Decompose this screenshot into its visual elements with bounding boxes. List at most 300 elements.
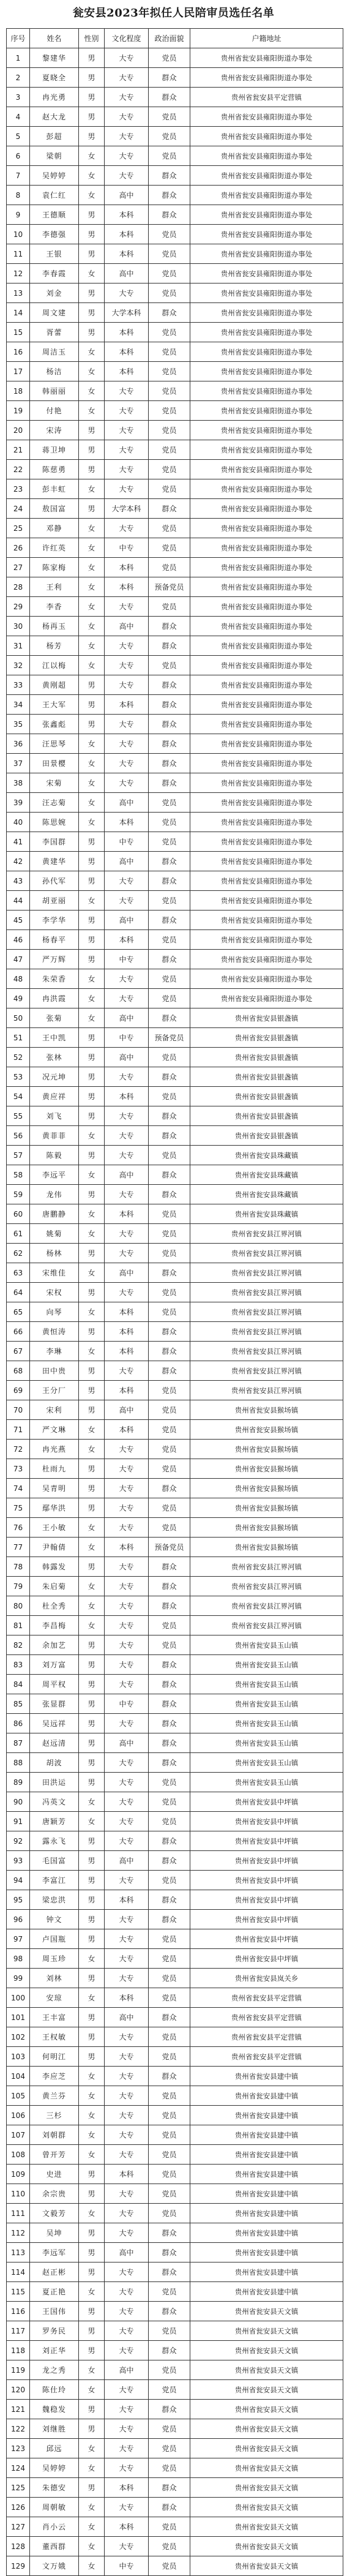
table-row	[7, 1596, 343, 1616]
cell-address: 贵州省瓮安县江界河镇	[190, 1381, 343, 1400]
cell-political-status: 党员	[149, 2380, 190, 2400]
cell-index: 117	[7, 2321, 30, 2341]
table-row	[7, 1400, 343, 1420]
cell-gender: 女	[79, 2125, 105, 2145]
cell-gender: 男	[79, 107, 105, 127]
cell-education: 大学本科	[105, 303, 149, 323]
table-body	[7, 48, 343, 2576]
cell-address: 贵州省瓮安县江界河镇	[190, 1616, 343, 1635]
cell-name: 宋权	[30, 1283, 79, 1302]
cell-political-status: 党员	[149, 1871, 190, 1890]
cell-index: 3	[7, 88, 30, 107]
table-row	[7, 1694, 343, 1714]
table-row	[7, 911, 343, 930]
table-row	[7, 597, 343, 617]
cell-political-status: 党员	[149, 479, 190, 499]
cell-address: 贵州省瓮安县建中镇	[190, 2067, 343, 2086]
cell-gender: 女	[79, 1342, 105, 1361]
cell-gender: 女	[79, 891, 105, 911]
cell-gender: 女	[79, 734, 105, 754]
cell-gender: 女	[79, 1440, 105, 1459]
cell-political-status: 党员	[149, 1400, 190, 1420]
cell-index: 10	[7, 225, 30, 244]
cell-gender: 男	[79, 1929, 105, 1949]
cell-address: 贵州省瓮安县玉山镇	[190, 1655, 343, 1675]
cell-political-status: 群众	[149, 617, 190, 636]
cell-name: 严万辉	[30, 950, 79, 969]
cell-gender: 女	[79, 2458, 105, 2478]
cell-political-status: 群众	[149, 773, 190, 793]
cell-name: 黄菲菲	[30, 1126, 79, 1146]
cell-name: 宋涛	[30, 421, 79, 440]
cell-address: 贵州省瓮安县雍阳街道办事处	[190, 969, 343, 989]
cell-name: 黎建华	[30, 48, 79, 68]
cell-index: 81	[7, 1616, 30, 1635]
cell-name: 黄兰芬	[30, 2086, 79, 2106]
cell-name: 胥蕾	[30, 323, 79, 342]
cell-political-status: 党员	[149, 381, 190, 401]
cell-address: 贵州省瓮安县玉山镇	[190, 1773, 343, 1792]
cell-name: 黄刚超	[30, 675, 79, 695]
cell-gender: 女	[79, 577, 105, 597]
cell-political-status: 群众	[149, 754, 190, 773]
cell-name: 杜全秀	[30, 1596, 79, 1616]
cell-political-status: 群众	[149, 1890, 190, 1910]
table-row	[7, 401, 343, 421]
cell-address: 贵州省瓮安县江界河镇	[190, 1283, 343, 1302]
cell-gender: 女	[79, 1988, 105, 2008]
cell-political-status: 党员	[149, 284, 190, 303]
cell-name: 鄢华洪	[30, 1498, 79, 1518]
cell-education: 高中	[105, 2008, 149, 2027]
cell-address: 贵州省瓮安县雍阳街道办事处	[190, 479, 343, 499]
cell-index: 99	[7, 1969, 30, 1988]
cell-index: 32	[7, 656, 30, 675]
cell-political-status: 群众	[149, 1008, 190, 1028]
cell-education: 高中	[105, 911, 149, 930]
cell-address: 贵州省瓮安县猴场镇	[190, 1498, 343, 1518]
cell-address: 贵州省瓮安县雍阳街道办事处	[190, 440, 343, 460]
table-row	[7, 1518, 343, 1538]
cell-index: 9	[7, 205, 30, 225]
cell-address: 贵州省瓮安县玉山镇	[190, 1753, 343, 1773]
cell-education: 大专	[105, 1106, 149, 1126]
cell-education: 高中	[105, 1008, 149, 1028]
cell-index: 53	[7, 1067, 30, 1087]
cell-gender: 女	[79, 362, 105, 381]
cell-name: 陈家梅	[30, 558, 79, 577]
cell-index: 16	[7, 342, 30, 362]
table-row	[7, 1851, 343, 1871]
cell-gender: 男	[79, 1185, 105, 1204]
cell-name: 宋利	[30, 1400, 79, 1420]
cell-name: 黄建华	[30, 852, 79, 871]
cell-index: 118	[7, 2341, 30, 2360]
cell-address: 贵州省瓮安县雍阳街道办事处	[190, 48, 343, 68]
cell-address: 贵州省瓮安县雍阳街道办事处	[190, 871, 343, 891]
cell-gender: 男	[79, 1106, 105, 1126]
header-gender: 性别	[79, 29, 105, 48]
cell-education: 本科	[105, 1381, 149, 1400]
cell-education: 大专	[105, 2047, 149, 2067]
cell-education: 大专	[105, 2400, 149, 2419]
cell-political-status: 党员	[149, 1204, 190, 1224]
cell-education: 大专	[105, 2184, 149, 2204]
cell-political-status: 预备党员	[149, 1538, 190, 1557]
cell-gender: 女	[79, 1577, 105, 1596]
header-political-status: 政治面貌	[149, 29, 190, 48]
cell-index: 55	[7, 1106, 30, 1126]
cell-address: 贵州省瓮安县平定营镇	[190, 2027, 343, 2047]
cell-address: 贵州省瓮安县玉山镇	[190, 1733, 343, 1753]
cell-address: 贵州省瓮安县天文镇	[190, 2341, 343, 2360]
cell-index: 6	[7, 146, 30, 166]
cell-gender: 男	[79, 1831, 105, 1851]
cell-name: 冯英文	[30, 1792, 79, 1812]
table-row	[7, 1440, 343, 1459]
table-row	[7, 1890, 343, 1910]
cell-address: 贵州省瓮安县天文镇	[190, 2419, 343, 2439]
table-row	[7, 166, 343, 186]
cell-gender: 男	[79, 2400, 105, 2419]
cell-address: 贵州省瓮安县平定营镇	[190, 88, 343, 107]
cell-education: 大专	[105, 2341, 149, 2360]
cell-gender: 女	[79, 1538, 105, 1557]
cell-gender: 男	[79, 852, 105, 871]
cell-political-status: 党员	[149, 1146, 190, 1165]
cell-index: 90	[7, 1792, 30, 1812]
cell-political-status: 群众	[149, 2302, 190, 2321]
cell-name: 赵正彬	[30, 2262, 79, 2282]
cell-political-status: 党员	[149, 1440, 190, 1459]
cell-political-status: 党员	[149, 558, 190, 577]
cell-name: 李远平	[30, 1165, 79, 1185]
cell-political-status: 群众	[149, 852, 190, 871]
cell-political-status: 群众	[149, 2067, 190, 2086]
cell-gender: 男	[79, 1479, 105, 1498]
table-row	[7, 1753, 343, 1773]
cell-name: 朱荣香	[30, 969, 79, 989]
cell-political-status: 党员	[149, 225, 190, 244]
cell-political-status: 党员	[149, 2282, 190, 2302]
cell-address: 贵州省瓮安县江界河镇	[190, 1224, 343, 1244]
cell-gender: 女	[79, 2517, 105, 2537]
table-row	[7, 499, 343, 519]
cell-name: 何明江	[30, 2047, 79, 2067]
cell-name: 安琼	[30, 1988, 79, 2008]
cell-index: 103	[7, 2047, 30, 2067]
cell-gender: 女	[79, 1263, 105, 1283]
cell-address: 贵州省瓮安县天文镇	[190, 2302, 343, 2321]
table-row	[7, 1420, 343, 1440]
cell-index: 100	[7, 1988, 30, 2008]
cell-political-status: 群众	[149, 675, 190, 695]
cell-address: 贵州省瓮安县雍阳街道办事处	[190, 127, 343, 146]
cell-political-status: 群众	[149, 2478, 190, 2498]
cell-political-status: 党员	[149, 1048, 190, 1067]
cell-political-status: 党员	[149, 793, 190, 813]
cell-address: 贵州省瓮安县中坪镇	[190, 1792, 343, 1812]
cell-index: 109	[7, 2165, 30, 2184]
cell-political-status: 群众	[149, 2400, 190, 2419]
cell-address: 贵州省瓮安县平定营镇	[190, 2047, 343, 2067]
cell-name: 刘正华	[30, 2341, 79, 2360]
cell-education: 本科	[105, 813, 149, 832]
cell-name: 周平权	[30, 1675, 79, 1694]
cell-index: 45	[7, 911, 30, 930]
cell-education: 大专	[105, 734, 149, 754]
cell-political-status: 群众	[149, 186, 190, 205]
table-row	[7, 146, 343, 166]
cell-name: 李德强	[30, 225, 79, 244]
cell-name: 龙伟	[30, 1185, 79, 1204]
cell-name: 梁忠洪	[30, 1890, 79, 1910]
cell-name: 杨洁	[30, 362, 79, 381]
cell-political-status: 群众	[149, 1733, 190, 1753]
cell-name: 周文建	[30, 303, 79, 323]
cell-address: 贵州省瓮安县中坪镇	[190, 1851, 343, 1871]
cell-address: 贵州省瓮安县天文镇	[190, 2360, 343, 2380]
cell-gender: 男	[79, 1400, 105, 1420]
cell-index: 88	[7, 1753, 30, 1773]
cell-address: 贵州省瓮安县雍阳街道办事处	[190, 244, 343, 264]
table-row	[7, 930, 343, 950]
cell-name: 文万娥	[30, 2556, 79, 2576]
cell-gender: 男	[79, 205, 105, 225]
cell-political-status: 党员	[149, 48, 190, 68]
cell-address: 贵州省瓮安县雍阳街道办事处	[190, 675, 343, 695]
cell-name: 姚菊	[30, 1224, 79, 1244]
cell-education: 大专	[105, 68, 149, 88]
cell-education: 大专	[105, 88, 149, 107]
cell-name: 周玉珍	[30, 1949, 79, 1969]
cell-address: 贵州省瓮安县雍阳街道办事处	[190, 597, 343, 617]
cell-political-status: 党员	[149, 656, 190, 675]
cell-education: 大专	[105, 1871, 149, 1890]
cell-political-status: 党员	[149, 460, 190, 479]
cell-gender: 男	[79, 950, 105, 969]
cell-political-status: 党员	[149, 2184, 190, 2204]
header-address: 户籍地址	[190, 29, 343, 48]
cell-index: 62	[7, 1244, 30, 1263]
cell-education: 大专	[105, 1655, 149, 1675]
cell-index: 71	[7, 1420, 30, 1440]
cell-index: 37	[7, 754, 30, 773]
cell-index: 128	[7, 2537, 30, 2556]
table-row	[7, 1557, 343, 1577]
table-row	[7, 1988, 343, 2008]
cell-gender: 女	[79, 1008, 105, 1028]
cell-education: 中专	[105, 1028, 149, 1048]
cell-name: 汪志菊	[30, 793, 79, 813]
cell-education: 本科	[105, 1322, 149, 1342]
table-row	[7, 2067, 343, 2086]
cell-address: 贵州省瓮安县雍阳街道办事处	[190, 401, 343, 421]
cell-address: 贵州省瓮安县银盏镇	[190, 1067, 343, 1087]
table-row	[7, 1322, 343, 1342]
table-row	[7, 1381, 343, 1400]
cell-gender: 女	[79, 2360, 105, 2380]
cell-political-status: 群众	[149, 950, 190, 969]
cell-education: 高中	[105, 2243, 149, 2262]
cell-name: 李香	[30, 597, 79, 617]
table-row	[7, 2027, 343, 2047]
cell-gender: 女	[79, 538, 105, 558]
cell-index: 17	[7, 362, 30, 381]
cell-education: 大专	[105, 146, 149, 166]
cell-education: 大专	[105, 1792, 149, 1812]
cell-index: 49	[7, 989, 30, 1008]
cell-name: 冉光勇	[30, 88, 79, 107]
table-row	[7, 1675, 343, 1694]
cell-address: 贵州省瓮安县江界河镇	[190, 1557, 343, 1577]
cell-name: 王德顺	[30, 205, 79, 225]
cell-political-status: 群众	[149, 1596, 190, 1616]
cell-education: 大专	[105, 715, 149, 734]
cell-education: 本科	[105, 225, 149, 244]
cell-name: 王中凯	[30, 1028, 79, 1048]
cell-political-status: 群众	[149, 303, 190, 323]
cell-address: 贵州省瓮安县雍阳街道办事处	[190, 225, 343, 244]
cell-education: 大专	[105, 440, 149, 460]
cell-name: 毛国富	[30, 1851, 79, 1871]
cell-education: 大专	[105, 1459, 149, 1479]
cell-index: 44	[7, 891, 30, 911]
cell-name: 周朝敏	[30, 2498, 79, 2517]
cell-index: 40	[7, 813, 30, 832]
cell-gender: 女	[79, 1224, 105, 1244]
cell-name: 李远军	[30, 2243, 79, 2262]
cell-political-status: 党员	[149, 1929, 190, 1949]
cell-index: 69	[7, 1381, 30, 1400]
cell-political-status: 群众	[149, 1185, 190, 1204]
table-row	[7, 2184, 343, 2204]
table-row	[7, 1146, 343, 1165]
cell-address: 贵州省瓮安县雍阳街道办事处	[190, 499, 343, 519]
cell-gender: 女	[79, 166, 105, 186]
table-row	[7, 793, 343, 813]
cell-education: 大专	[105, 1969, 149, 1988]
cell-index: 76	[7, 1518, 30, 1538]
table-row	[7, 538, 343, 558]
cell-political-status: 群众	[149, 715, 190, 734]
table-row	[7, 68, 343, 88]
cell-gender: 女	[79, 793, 105, 813]
table-row	[7, 1812, 343, 1831]
cell-education: 本科	[105, 362, 149, 381]
cell-index: 27	[7, 558, 30, 577]
cell-index: 78	[7, 1557, 30, 1577]
cell-name: 文毅芳	[30, 2204, 79, 2223]
cell-name: 严文琳	[30, 1420, 79, 1440]
cell-gender: 女	[79, 1204, 105, 1224]
cell-address: 贵州省瓮安县江界河镇	[190, 1577, 343, 1596]
cell-gender: 女	[79, 1812, 105, 1831]
cell-political-status: 群众	[149, 1106, 190, 1126]
table-row	[7, 1126, 343, 1146]
cell-gender: 男	[79, 1733, 105, 1753]
cell-gender: 男	[79, 225, 105, 244]
cell-political-status: 群众	[149, 695, 190, 715]
cell-index: 110	[7, 2184, 30, 2204]
table-row	[7, 2165, 343, 2184]
cell-index: 108	[7, 2145, 30, 2165]
table-row	[7, 1635, 343, 1655]
table-row	[7, 1244, 343, 1263]
cell-address: 贵州省瓮安县雍阳街道办事处	[190, 284, 343, 303]
cell-political-status: 党员	[149, 323, 190, 342]
cell-education: 大专	[105, 2380, 149, 2400]
cell-name: 刘金	[30, 284, 79, 303]
table-row	[7, 636, 343, 656]
cell-name: 宋维佳	[30, 1263, 79, 1283]
table-row	[7, 2243, 343, 2262]
cell-address: 贵州省瓮安县江界河镇	[190, 1596, 343, 1616]
table-row	[7, 1204, 343, 1224]
cell-political-status: 群众	[149, 2498, 190, 2517]
cell-education: 大专	[105, 1557, 149, 1577]
cell-index: 89	[7, 1773, 30, 1792]
cell-political-status: 群众	[149, 1675, 190, 1694]
cell-political-status: 党员	[149, 1224, 190, 1244]
cell-education: 大专	[105, 891, 149, 911]
table-row	[7, 1929, 343, 1949]
cell-gender: 男	[79, 440, 105, 460]
cell-education: 大专	[105, 1479, 149, 1498]
cell-address: 贵州省瓮安县玉山镇	[190, 1714, 343, 1733]
table-row	[7, 1224, 343, 1244]
cell-address: 贵州省瓮安县雍阳街道办事处	[190, 381, 343, 401]
cell-index: 30	[7, 617, 30, 636]
cell-index: 35	[7, 715, 30, 734]
cell-index: 129	[7, 2556, 30, 2576]
cell-address: 贵州省瓮安县雍阳街道办事处	[190, 793, 343, 813]
cell-address: 贵州省瓮安县雍阳街道办事处	[190, 107, 343, 127]
cell-name: 杨春平	[30, 930, 79, 950]
cell-gender: 女	[79, 342, 105, 362]
cell-index: 96	[7, 1910, 30, 1929]
cell-political-status: 党员	[149, 2458, 190, 2478]
cell-education: 大专	[105, 1577, 149, 1596]
header-index: 序号	[7, 29, 30, 48]
table-row	[7, 715, 343, 734]
table-row	[7, 1165, 343, 1185]
cell-index: 39	[7, 793, 30, 813]
cell-education: 大专	[105, 1283, 149, 1302]
table-row	[7, 558, 343, 577]
cell-index: 42	[7, 852, 30, 871]
cell-address: 贵州省瓮安县雍阳街道办事处	[190, 734, 343, 754]
cell-gender: 女	[79, 2282, 105, 2302]
cell-political-status: 预备党员	[149, 1028, 190, 1048]
table-row	[7, 1283, 343, 1302]
cell-address: 贵州省瓮安县建中镇	[190, 2106, 343, 2125]
cell-index: 34	[7, 695, 30, 715]
table-row	[7, 1008, 343, 1028]
cell-index: 46	[7, 930, 30, 950]
cell-political-status: 党员	[149, 2321, 190, 2341]
cell-education: 大专	[105, 754, 149, 773]
cell-index: 114	[7, 2262, 30, 2282]
cell-name: 吴青明	[30, 1479, 79, 1498]
table-row	[7, 1263, 343, 1283]
cell-address: 贵州省瓮安县珠藏镇	[190, 1204, 343, 1224]
cell-index: 72	[7, 1440, 30, 1459]
cell-name: 杨芳	[30, 636, 79, 656]
cell-gender: 女	[79, 2439, 105, 2458]
cell-index: 43	[7, 871, 30, 891]
cell-address: 贵州省瓮安县银盏镇	[190, 1028, 343, 1048]
